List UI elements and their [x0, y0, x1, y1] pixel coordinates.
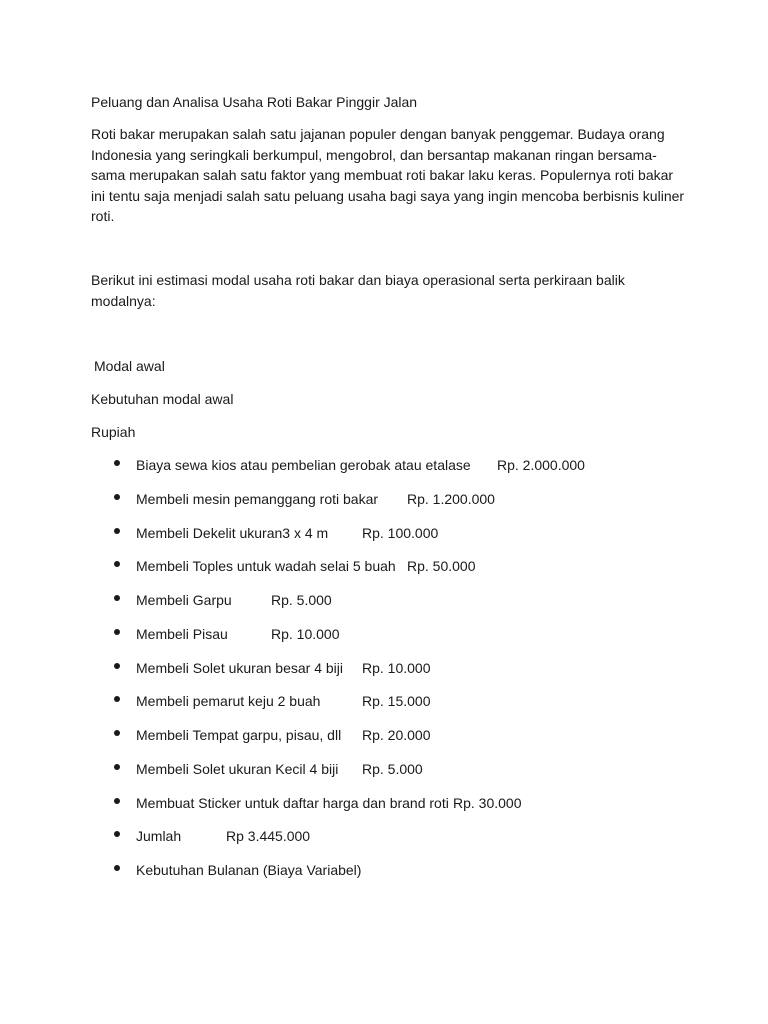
item-price: Rp 3.445.000 [226, 828, 311, 845]
list-item [0, 793, 768, 827]
list-item [0, 860, 768, 894]
cost-list [0, 455, 768, 894]
bullet-icon [114, 696, 120, 702]
modal-awal-heading: Modal awal [94, 358, 165, 374]
list-item [0, 523, 768, 557]
item-price: Rp. 1.200.000 [407, 490, 495, 507]
list-item [0, 556, 768, 590]
item-label: Jumlah [136, 828, 182, 845]
bullet-icon [114, 831, 120, 837]
item-price: Rp. 30.000 [453, 794, 522, 811]
list-item [0, 590, 768, 624]
rupiah-label: Rupiah [91, 424, 136, 440]
item-label: Membeli Solet ukuran Kecil 4 biji [136, 760, 339, 777]
item-label: Biaya sewa kios atau pembelian gerobak atau etalase [136, 457, 471, 473]
item-label: Membeli pemarut keju 2 buah [136, 693, 321, 710]
list-item [0, 826, 768, 860]
item-label: Membeli Dekelit ukuran3 x 4 m [136, 524, 329, 541]
list-item [0, 489, 768, 523]
list-item [0, 658, 768, 692]
bullet-icon [114, 561, 120, 567]
item-price: Rp. 5.000 [362, 760, 423, 777]
bullet-icon [114, 595, 120, 601]
list-item [0, 624, 768, 658]
item-label: Membeli Garpu [136, 592, 232, 608]
item-label: Kebutuhan Bulanan (Biaya Variabel) [136, 862, 362, 878]
item-label: Membuat Sticker untuk daftar harga dan brand roti [136, 794, 449, 811]
item-label: Membeli Tempat garpu, pisau, dll [136, 727, 342, 743]
item-price: Rp. 20.000 [362, 727, 431, 743]
item-price: Rp. 50.000 [407, 558, 476, 575]
item-price: Rp. 5.000 [271, 592, 332, 608]
bullet-icon [114, 663, 120, 669]
item-label: Membeli Solet ukuran besar 4 biji [136, 659, 343, 676]
list-item [0, 455, 768, 489]
item-label: Membeli Pisau [136, 625, 228, 642]
item-price: Rp. 10.000 [271, 625, 340, 642]
list-item [0, 759, 768, 793]
estimasi-paragraph: Berikut ini estimasi modal usaha roti bakar dan biaya operasional serta perkiraan balik modalnya: [91, 272, 625, 309]
list-item [0, 691, 768, 725]
item-price: Rp. 15.000 [362, 693, 431, 710]
kebutuhan-modal-awal-label: Kebutuhan modal awal [91, 391, 234, 407]
bullet-icon [114, 798, 120, 804]
bullet-icon [114, 764, 120, 770]
intro-paragraph: Roti bakar merupakan salah satu jajanan populer dengan banyak penggemar. Budaya orang Indonesia yang seringkali berkumpul, mengobrol, dan bersantap makanan ringan bersama-sama merupakan salah satu faktor yang membuat roti bakar laku keras. Populernya roti bakar ini tentu saja menjadi salah satu peluang usaha bagi saya yang ingin mencoba berbisnis kuliner roti. [91, 126, 685, 224]
item-price: Rp. 2.000.000 [497, 457, 585, 473]
item-price: Rp. 10.000 [362, 659, 431, 676]
bullet-icon [114, 865, 120, 871]
item-label: Membeli mesin pemanggang roti bakar [136, 490, 379, 507]
document-title: Peluang dan Analisa Usaha Roti Bakar Pinggir Jalan [91, 94, 418, 110]
bullet-icon [114, 528, 120, 534]
item-price: Rp. 100.000 [362, 524, 439, 541]
bullet-icon [114, 494, 120, 500]
list-item [0, 725, 768, 759]
bullet-icon [114, 460, 120, 466]
bullet-icon [114, 629, 120, 635]
bullet-icon [114, 730, 120, 736]
item-label: Membeli Toples untuk wadah selai 5 buah [136, 558, 396, 575]
